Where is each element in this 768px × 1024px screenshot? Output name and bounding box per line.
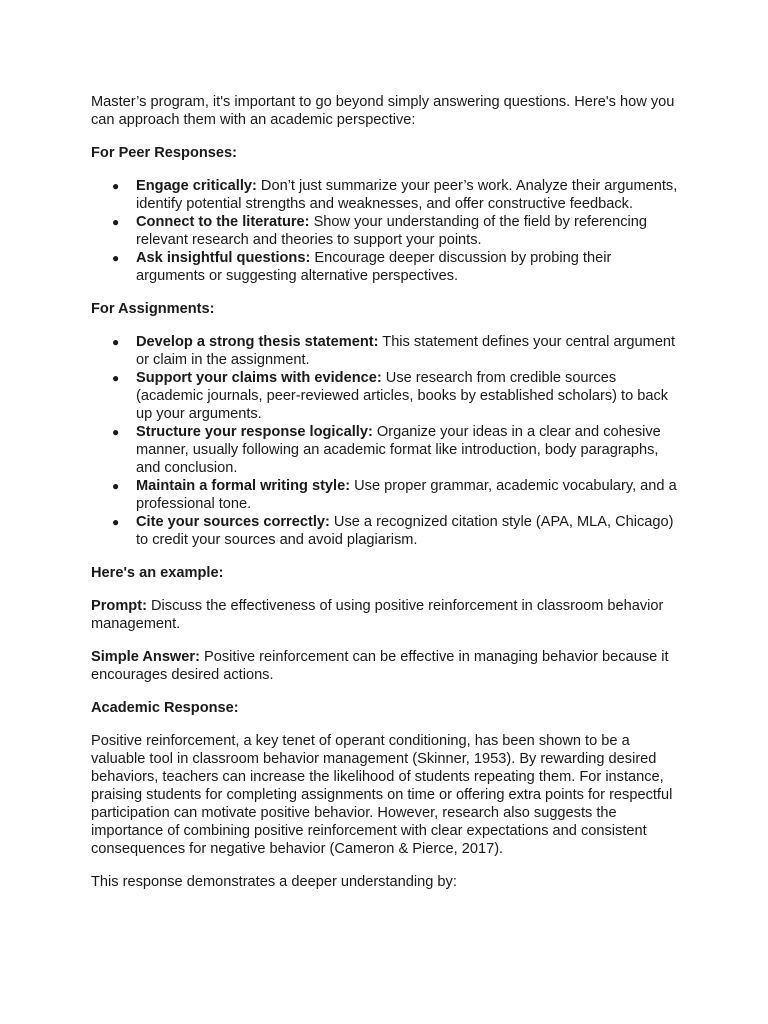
academic-response-heading: Academic Response: bbox=[91, 700, 239, 716]
assignments-list bbox=[91, 333, 680, 549]
item-label: Connect to the literature: bbox=[136, 214, 310, 230]
bullet-icon: ● bbox=[112, 515, 120, 529]
item-text: Don’t just summarize your peer’s work. Analyze their arguments, identify potential strengths and weaknesses, and offer constructive feedback. bbox=[136, 178, 678, 212]
prompt-text: Discuss the effectiveness of using positive reinforcement in classroom behavior management. bbox=[91, 598, 664, 632]
item-label: Support your claims with evidence: bbox=[136, 370, 382, 386]
item-text: Show your understanding of the field by referencing relevant research and theories to support your points. bbox=[136, 214, 648, 248]
list-item bbox=[112, 333, 680, 369]
bullet-icon: ● bbox=[112, 251, 120, 265]
peer-responses-heading: For Peer Responses: bbox=[91, 145, 237, 161]
bullet-icon: ● bbox=[112, 215, 120, 229]
bullet-icon: ● bbox=[112, 371, 120, 385]
bullet-icon: ● bbox=[112, 179, 120, 193]
example-heading: Here's an example: bbox=[91, 565, 224, 581]
item-label: Develop a strong thesis statement: bbox=[136, 334, 379, 350]
item-text: Use proper grammar, academic vocabulary, and a professional tone. bbox=[136, 478, 677, 512]
list-item bbox=[112, 369, 680, 423]
list-item bbox=[112, 213, 680, 249]
list-item bbox=[112, 249, 680, 285]
item-label: Engage critically: bbox=[136, 178, 257, 194]
bullet-icon: ● bbox=[112, 425, 120, 439]
bullet-icon: ● bbox=[112, 335, 120, 349]
list-item bbox=[112, 177, 680, 213]
item-label: Structure your response logically: bbox=[136, 424, 373, 440]
item-label: Cite your sources correctly: bbox=[136, 514, 330, 530]
assignments-heading: For Assignments: bbox=[91, 301, 215, 317]
simple-answer-paragraph bbox=[91, 648, 680, 684]
item-text: This statement defines your central argument or claim in the assignment. bbox=[136, 334, 676, 368]
peer-responses-list bbox=[91, 177, 680, 285]
list-item bbox=[112, 477, 680, 513]
prompt-label: Prompt: bbox=[91, 598, 147, 614]
simple-answer-label: Simple Answer: bbox=[91, 649, 200, 665]
list-item bbox=[112, 513, 680, 549]
prompt-paragraph bbox=[91, 597, 680, 633]
intro-paragraph: Master’s program, it's important to go beyond simply answering questions. Here's how you can approach them with an academic perspective: bbox=[91, 94, 675, 128]
item-label: Ask insightful questions: bbox=[136, 250, 311, 266]
simple-answer-text: Positive reinforcement can be effective in managing behavior because it encourages desired actions. bbox=[91, 649, 669, 683]
item-text: Use a recognized citation style (APA, MLA, Chicago) to credit your sources and avoid plagiarism. bbox=[136, 514, 674, 548]
item-label: Maintain a formal writing style: bbox=[136, 478, 351, 494]
item-text: Encourage deeper discussion by probing their arguments or suggesting alternative perspectives. bbox=[136, 250, 612, 284]
item-text: Organize your ideas in a clear and cohesive manner, usually following an academic format like introduction, body paragraphs, and conclusion. bbox=[136, 424, 661, 476]
item-text: Use research from credible sources (academic journals, peer-reviewed articles, books by established scholars) to back up your arguments. bbox=[136, 370, 669, 422]
list-item bbox=[112, 423, 680, 477]
academic-response-paragraph: Positive reinforcement, a key tenet of operant conditioning, has been shown to be a valuable tool in classroom behavior management (Skinner, 1953). By rewarding desired behaviors, teachers can increase the likelihood of students repeating them. For instance, praising students for completing assignments on time or offering extra points for respectful participation can motivate positive behavior. However, research also suggests the importance of combining positive reinforcement with clear expectations and consistent consequences for negative behavior (Cameron & Pierce, 2017). bbox=[91, 733, 673, 857]
bullet-icon: ● bbox=[112, 479, 120, 493]
closing-paragraph: This response demonstrates a deeper understanding by: bbox=[91, 874, 457, 890]
